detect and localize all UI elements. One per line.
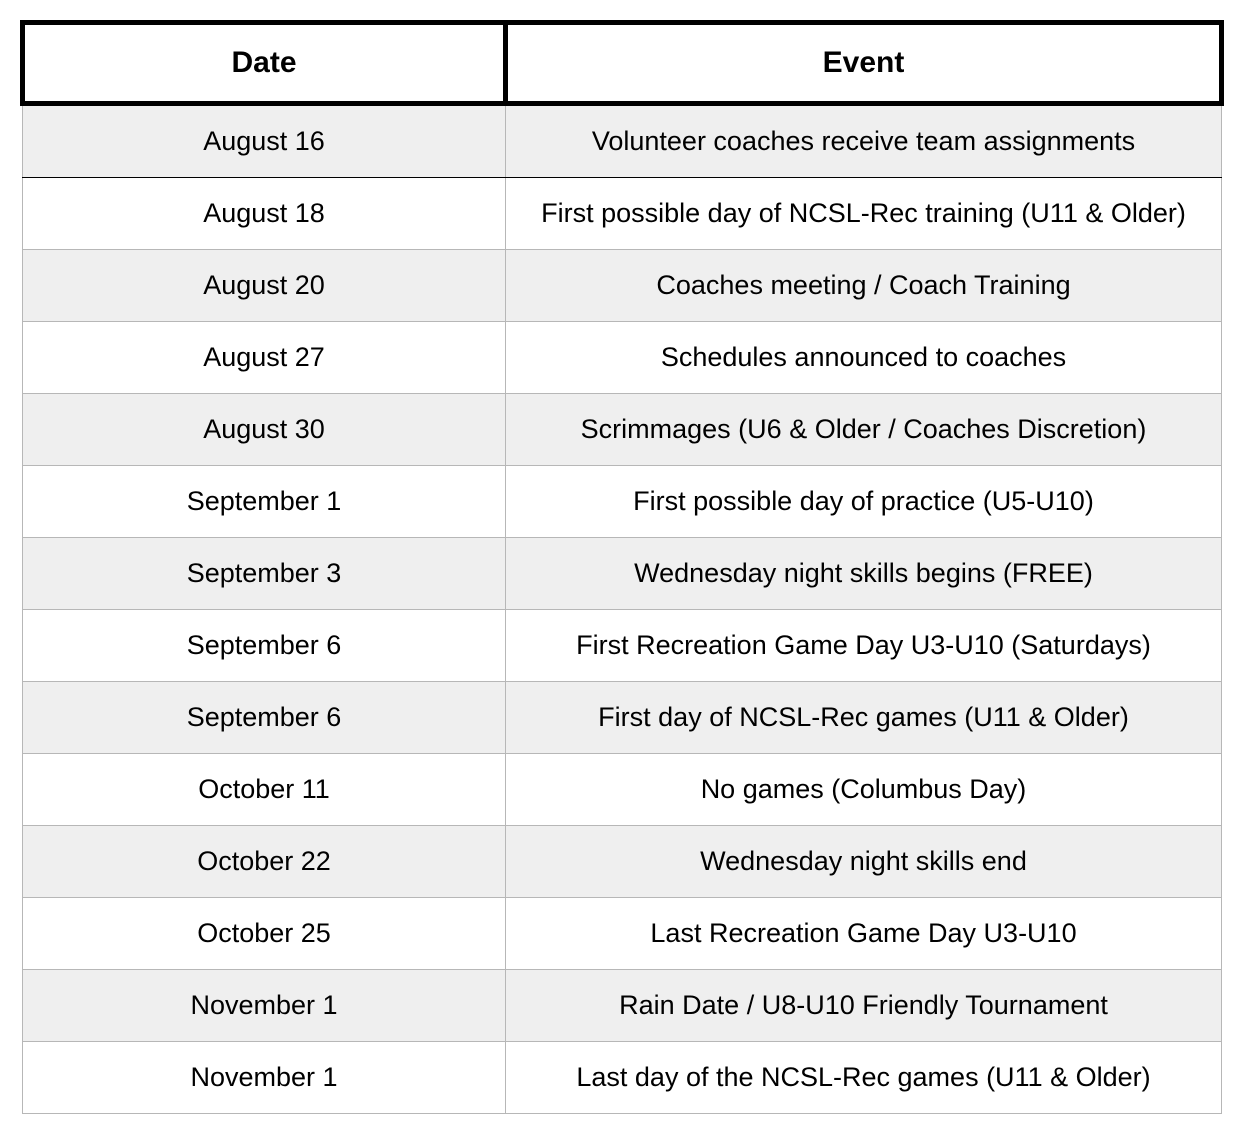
date-cell: August 27 <box>23 322 506 394</box>
event-cell: First day of NCSL-Rec games (U11 & Older) <box>506 682 1222 754</box>
date-column-header: Date <box>23 23 506 104</box>
table-row <box>23 466 1222 538</box>
event-cell: Rain Date / U8-U10 Friendly Tournament <box>506 970 1222 1042</box>
date-cell: August 30 <box>23 394 506 466</box>
event-cell: Volunteer coaches receive team assignments <box>506 104 1222 178</box>
schedule-table <box>20 20 1224 1114</box>
event-cell: Coaches meeting / Coach Training <box>506 250 1222 322</box>
table-row <box>23 610 1222 682</box>
table-row <box>23 826 1222 898</box>
table-body <box>23 104 1222 1114</box>
table-row <box>23 682 1222 754</box>
event-cell: First possible day of practice (U5-U10) <box>506 466 1222 538</box>
table-row <box>23 394 1222 466</box>
date-cell: August 16 <box>23 104 506 178</box>
table-row <box>23 970 1222 1042</box>
event-cell: First possible day of NCSL-Rec training (U11 & Older) <box>506 178 1222 250</box>
date-cell: October 11 <box>23 754 506 826</box>
event-cell: First Recreation Game Day U3-U10 (Saturdays) <box>506 610 1222 682</box>
event-cell: Scrimmages (U6 & Older / Coaches Discretion) <box>506 394 1222 466</box>
event-cell: Last day of the NCSL-Rec games (U11 & Older) <box>506 1042 1222 1114</box>
table-row <box>23 178 1222 250</box>
event-cell: No games (Columbus Day) <box>506 754 1222 826</box>
date-cell: September 1 <box>23 466 506 538</box>
date-cell: August 20 <box>23 250 506 322</box>
table-row <box>23 104 1222 178</box>
date-cell: September 6 <box>23 682 506 754</box>
date-cell: November 1 <box>23 1042 506 1114</box>
table-header <box>23 23 1222 104</box>
event-cell: Wednesday night skills begins (FREE) <box>506 538 1222 610</box>
date-cell: November 1 <box>23 970 506 1042</box>
date-cell: August 18 <box>23 178 506 250</box>
date-cell: September 6 <box>23 610 506 682</box>
table-row <box>23 538 1222 610</box>
event-column-header: Event <box>506 23 1222 104</box>
event-cell: Last Recreation Game Day U3-U10 <box>506 898 1222 970</box>
table-row <box>23 250 1222 322</box>
table-row <box>23 754 1222 826</box>
date-cell: September 3 <box>23 538 506 610</box>
date-cell: October 22 <box>23 826 506 898</box>
table-row <box>23 898 1222 970</box>
date-cell: October 25 <box>23 898 506 970</box>
table-row <box>23 322 1222 394</box>
header-row <box>23 23 1222 104</box>
table-row <box>23 1042 1222 1114</box>
event-cell: Schedules announced to coaches <box>506 322 1222 394</box>
event-cell: Wednesday night skills end <box>506 826 1222 898</box>
